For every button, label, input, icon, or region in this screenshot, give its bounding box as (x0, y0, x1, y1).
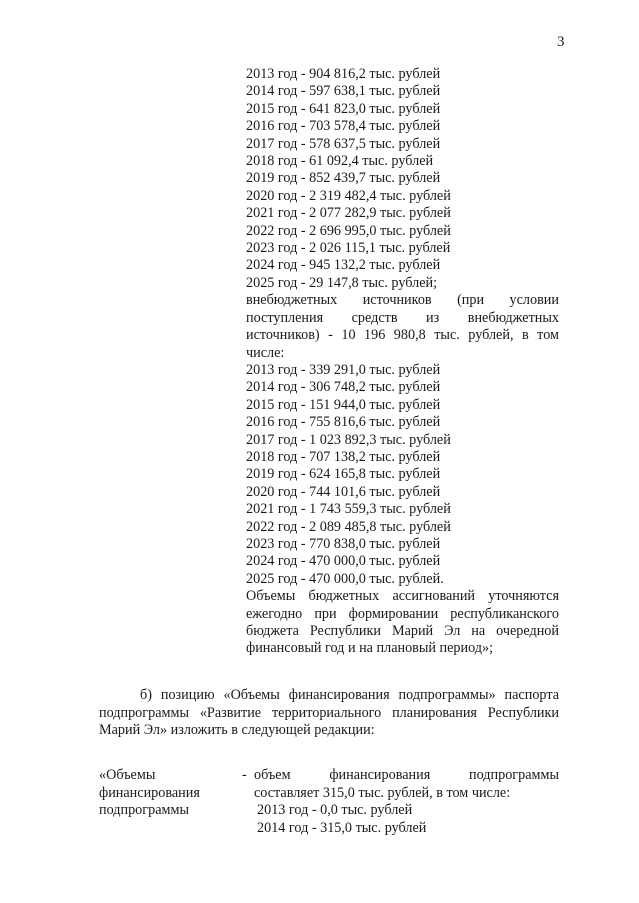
budget-note-line: Объемы бюджетных ассигнований уточняются (246, 588, 559, 605)
extrabudget-paragraph (246, 292, 559, 362)
budget-year-list (246, 66, 559, 292)
extrabudget-year-list (246, 362, 559, 588)
table-value-line: объем финансирования подпрограммы (254, 767, 559, 783)
budget-year-line: 2025 год - 29 147,8 тыс. рублей; (246, 274, 438, 291)
section-b-line: подпрограммы «Развитие территориального планирования Республики (99, 704, 559, 721)
extrabudget-year-line: 2025 год - 470 000,0 тыс. рублей. (246, 570, 444, 587)
extrabudget-year-line: 2021 год - 1 743 559,3 тыс. рублей (246, 501, 451, 518)
extrabudget-year-line: 2017 год - 1 023 892,3 тыс. рублей (246, 431, 451, 448)
extrabudget-year-line: 2016 год - 755 816,6 тыс. рублей (246, 414, 441, 431)
budget-year-line: 2019 год - 852 439,7 тыс. рублей (246, 170, 441, 187)
table-label-line: финансирования (99, 784, 200, 801)
table-value-line: 2014 год - 315,0 тыс. рублей (257, 819, 427, 836)
table-label-line: подпрограммы (99, 802, 189, 819)
extrabudget-line: источников) - 10 196 980,8 тыс. рублей, в том (246, 327, 559, 344)
table-value-line: составляет 315,0 тыс. рублей, в том числе: (254, 784, 511, 801)
extrabudget-year-line: 2022 год - 2 089 485,8 тыс. рублей (246, 518, 451, 535)
extrabudget-line: поступления средств из внебюджетных (246, 309, 559, 326)
extrabudget-year-line: 2015 год - 151 944,0 тыс. рублей (246, 396, 441, 413)
extrabudget-year-line: 2023 год - 770 838,0 тыс. рублей (246, 535, 441, 552)
budget-note-line: бюджета Республики Марий Эл на очередной (246, 623, 559, 639)
budget-year-line: 2013 год - 904 816,2 тыс. рублей (246, 66, 441, 82)
extrabudget-year-line: 2024 год - 470 000,0 тыс. рублей (246, 553, 441, 570)
extrabudget-year-line: 2018 год - 707 138,2 тыс. рублей (246, 448, 441, 465)
extrabudget-year-line: 2013 год - 339 291,0 тыс. рублей (246, 361, 441, 378)
table-dash: - (242, 767, 247, 783)
budget-note-line: ежегодно при формировании республиканского (246, 605, 559, 622)
extrabudget-line: числе: (246, 344, 285, 361)
section-b-line: б) позицию «Объемы финансирования подпрограммы» паспорта (140, 687, 559, 703)
budget-year-line: 2016 год - 703 578,4 тыс. рублей (246, 118, 441, 135)
budget-year-line: 2023 год - 2 026 115,1 тыс. рублей (246, 240, 451, 257)
budget-year-line: 2024 год - 945 132,2 тыс. рублей (246, 257, 441, 274)
extrabudget-year-line: 2020 год - 744 101,6 тыс. рублей (246, 483, 441, 500)
budget-year-line: 2020 год - 2 319 482,4 тыс. рублей (246, 187, 451, 204)
budget-note-line: финансовый год и на плановый период»; (246, 640, 494, 657)
budget-year-line: 2017 год - 578 637,5 тыс. рублей (246, 135, 441, 152)
budget-year-line: 2014 год - 597 638,1 тыс. рублей (246, 83, 441, 100)
table-value-line: 2013 год - 0,0 тыс. рублей (257, 802, 413, 819)
extrabudget-line: внебюджетных источников (при условии (246, 292, 559, 309)
table-label-cell (99, 767, 249, 820)
extrabudget-year-line: 2019 год - 624 165,8 тыс. рублей (246, 466, 441, 483)
extrabudget-year-line: 2014 год - 306 748,2 тыс. рублей (246, 379, 441, 396)
budget-year-line: 2021 год - 2 077 282,9 тыс. рублей (246, 205, 451, 222)
budget-note-paragraph (246, 588, 559, 658)
page-number: 3 (557, 34, 565, 50)
budget-year-line: 2015 год - 641 823,0 тыс. рублей (246, 100, 441, 117)
table-value-cell (254, 767, 559, 837)
budget-year-line: 2022 год - 2 696 995,0 тыс. рублей (246, 222, 451, 239)
budget-year-line: 2018 год - 61 092,4 тыс. рублей (246, 153, 434, 170)
section-b-paragraph (99, 687, 559, 740)
section-b-line: Марий Эл» изложить в следующей редакции: (99, 722, 375, 739)
financing-column (246, 66, 559, 658)
table-label-line: «Объемы (99, 767, 156, 783)
